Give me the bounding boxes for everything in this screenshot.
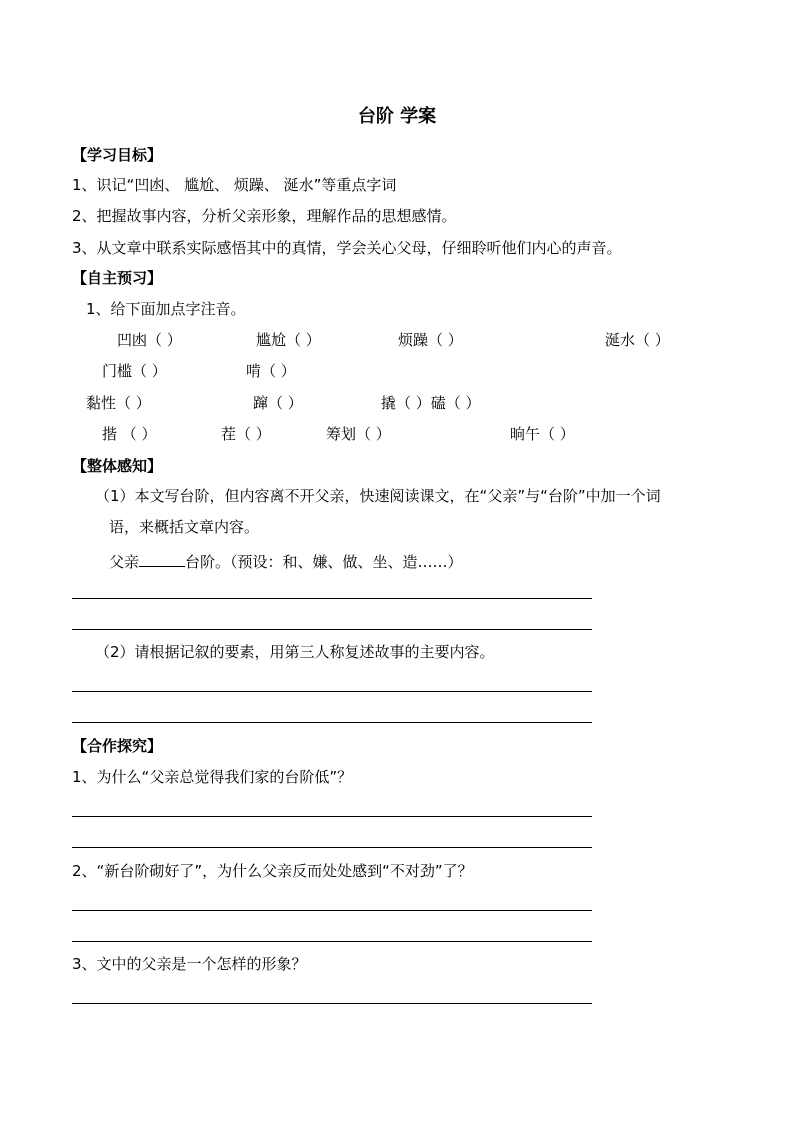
fill-in-line xyxy=(109,552,463,570)
answer-line[interactable] xyxy=(72,598,592,599)
explore-question: 1、为什么“父亲总觉得我们家的台阶低”？ xyxy=(72,768,353,786)
objective-item: 2、把握故事内容，分析父亲形象，理解作品的思想感情。 xyxy=(72,207,457,225)
pinyin-item: 黏性（ ） xyxy=(86,394,151,412)
pinyin-item: 涎水（ ） xyxy=(605,331,670,349)
fill-prefix: 父亲 xyxy=(109,553,140,571)
section-heading-explore: 【合作探究】 xyxy=(72,737,163,755)
answer-line[interactable] xyxy=(72,722,592,723)
answer-line[interactable] xyxy=(72,941,592,942)
fill-suffix: 台阶。（预设：和、嫌、做、坐、造……） xyxy=(185,553,463,571)
answer-line[interactable] xyxy=(72,629,592,630)
explore-question: 2、“新台阶砌好了”，为什么父亲反而处处感到“不对劲”了？ xyxy=(72,862,473,880)
section-heading-preview: 【自主预习】 xyxy=(72,269,163,287)
pinyin-item: 烦躁（ ） xyxy=(398,331,463,349)
page-title: 台阶 学案 xyxy=(357,106,437,127)
preview-instruction: 1、给下面加点字注音。 xyxy=(86,300,246,318)
overview-question-1-cont: 语，来概括文章内容。 xyxy=(109,518,260,536)
answer-line[interactable] xyxy=(72,816,592,817)
pinyin-item: 晌午（ ） xyxy=(510,425,575,443)
pinyin-item: 凹凼（ ） xyxy=(117,331,182,349)
overview-question-2: （2）请根据记叙的要素，用第三人称复述故事的主要内容。 xyxy=(95,643,495,661)
pinyin-item: 揩 （ ） xyxy=(102,425,157,443)
pinyin-item: 筹划（ ） xyxy=(326,425,391,443)
pinyin-item: 撬（ ）磕（ ） xyxy=(381,394,481,412)
answer-line[interactable] xyxy=(72,847,592,848)
pinyin-item: 茬（ ） xyxy=(221,425,271,443)
pinyin-item: 啃（ ） xyxy=(246,362,296,380)
objective-item: 3、从文章中联系实际感悟其中的真情，学会关心父母，仔细聆听他们内心的声音。 xyxy=(72,239,622,257)
answer-line[interactable] xyxy=(72,691,592,692)
objective-item: 1、识记“凹凼、 尴尬、 烦躁、 涎水”等重点字词 xyxy=(72,176,397,194)
pinyin-item: 尴尬（ ） xyxy=(256,331,321,349)
answer-line[interactable] xyxy=(72,1003,592,1004)
explore-question: 3、文中的父亲是一个怎样的形象？ xyxy=(72,955,307,973)
overview-question-1: （1）本文写台阶，但内容离不开父亲，快速阅读课文，在“父亲”与“台阶”中加一个词 xyxy=(95,487,661,505)
section-heading-overview: 【整体感知】 xyxy=(72,457,163,475)
pinyin-item: 蹿（ ） xyxy=(253,394,303,412)
fill-blank[interactable] xyxy=(139,552,185,567)
section-heading-objectives: 【学习目标】 xyxy=(72,146,163,164)
answer-line[interactable] xyxy=(72,910,592,911)
pinyin-item: 门槛（ ） xyxy=(102,362,167,380)
